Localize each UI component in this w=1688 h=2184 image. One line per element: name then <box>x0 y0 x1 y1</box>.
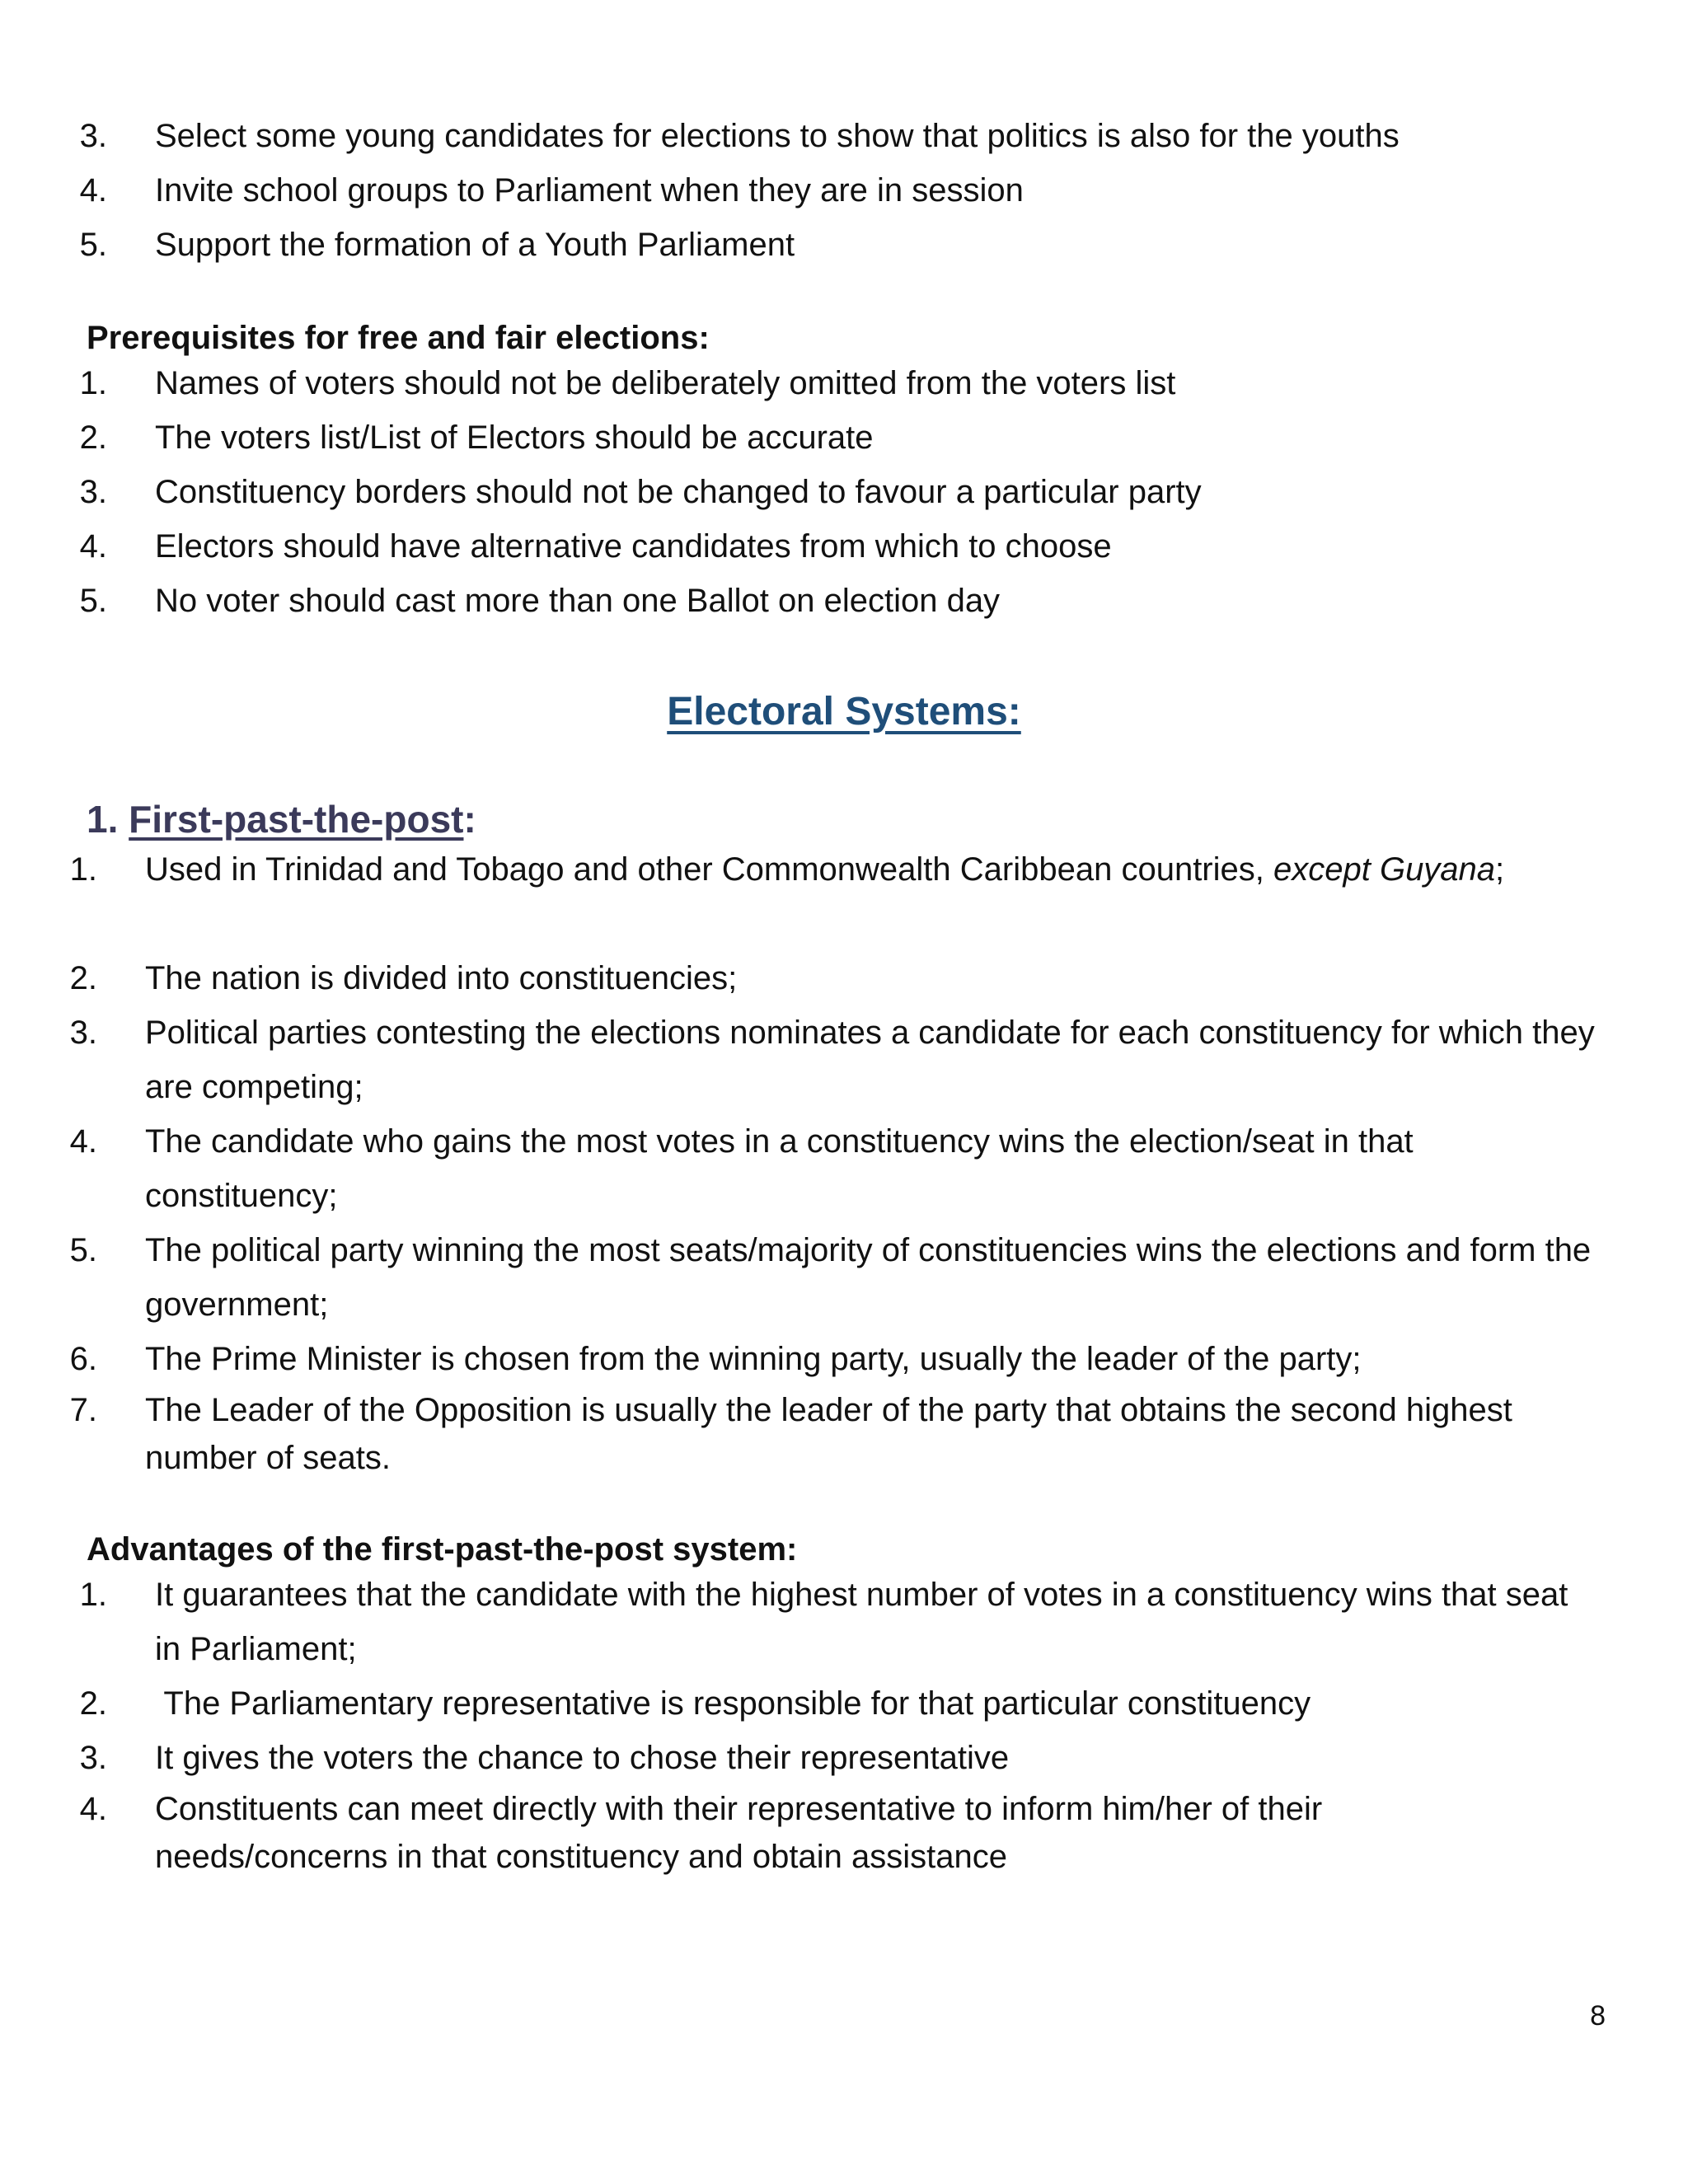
list-number: 2. <box>79 1685 107 1722</box>
advantages-heading: Advantages of the first-past-the-post system: <box>87 1531 798 1568</box>
subsection-title: First-past-the-post <box>129 798 464 841</box>
prerequisites-heading: Prerequisites for free and fair elections: <box>87 320 710 356</box>
list-number: 6. <box>69 1341 97 1377</box>
list-text: Constituents can meet directly with their representative to inform him/her of their needs/concerns in that constituency and obtain assistance <box>155 1791 1323 1875</box>
list-number: 2. <box>79 419 107 456</box>
list-text: It guarantees that the candidate with the highest number of votes in a constituency wins that seat in Parliament; <box>155 1577 1568 1667</box>
subsection-heading <box>87 794 476 844</box>
list-number: 4. <box>79 1791 107 1827</box>
page-number: 8 <box>1590 2000 1606 2032</box>
list-number: 3. <box>79 118 107 154</box>
subsection-number: 1. <box>87 798 119 841</box>
list-number: 4. <box>69 1123 97 1160</box>
list-text: The Leader of the Opposition is usually the leader of the party that obtains the second highest number of seats. <box>145 1392 1512 1476</box>
list-number: 1. <box>69 851 97 888</box>
list-text: Electors should have alternative candidates from which to choose <box>155 528 1112 565</box>
list-number: 4. <box>79 172 107 209</box>
list-text: Constituency borders should not be changed to favour a particular party <box>155 474 1202 510</box>
list-text: Select some young candidates for elections to show that politics is also for the youths <box>155 118 1400 154</box>
list-text: Political parties contesting the elections nominates a candidate for each constituency for which they are competing; <box>145 1015 1595 1105</box>
list-number: 3. <box>69 1015 97 1051</box>
list-number: 2. <box>69 960 97 996</box>
list-text: Names of voters should not be deliberately omitted from the voters list <box>155 365 1176 401</box>
list-number: 7. <box>69 1392 97 1428</box>
list-text: It gives the voters the chance to chose their representative <box>155 1740 1010 1776</box>
list-text: The candidate who gains the most votes in a constituency wins the election/seat in that constituency; <box>145 1123 1414 1214</box>
list-text: The Prime Minister is chosen from the winning party, usually the leader of the party; <box>145 1341 1362 1377</box>
section-title: Electoral Systems: <box>667 690 1021 733</box>
list-text: The Parliamentary representative is responsible for that particular constituency <box>155 1685 1311 1722</box>
list-text: Invite school groups to Parliament when they are in session <box>155 172 1024 209</box>
list-text: The voters list/List of Electors should be accurate <box>155 419 874 456</box>
list-number: 5. <box>79 227 107 263</box>
subsection-colon: : <box>463 798 476 841</box>
list-number: 1. <box>79 1577 107 1613</box>
list-text: The nation is divided into constituencies; <box>145 960 738 996</box>
list-text: The political party winning the most seats/majority of constituencies wins the elections and form the government; <box>145 1232 1592 1323</box>
list-number: 1. <box>79 365 107 401</box>
list-text: No voter should cast more than one Ballot on election day <box>155 583 1001 619</box>
list-number: 5. <box>79 583 107 619</box>
list-text: Used in Trinidad and Tobago and other Commonwealth Caribbean countries, except Guyana; <box>145 851 1505 888</box>
list-number: 3. <box>79 474 107 510</box>
list-number: 4. <box>79 528 107 565</box>
list-number: 3. <box>79 1740 107 1776</box>
list-number: 5. <box>69 1232 97 1268</box>
italic-text: except Guyana <box>1273 851 1496 888</box>
list-text: Support the formation of a Youth Parliament <box>155 227 795 263</box>
